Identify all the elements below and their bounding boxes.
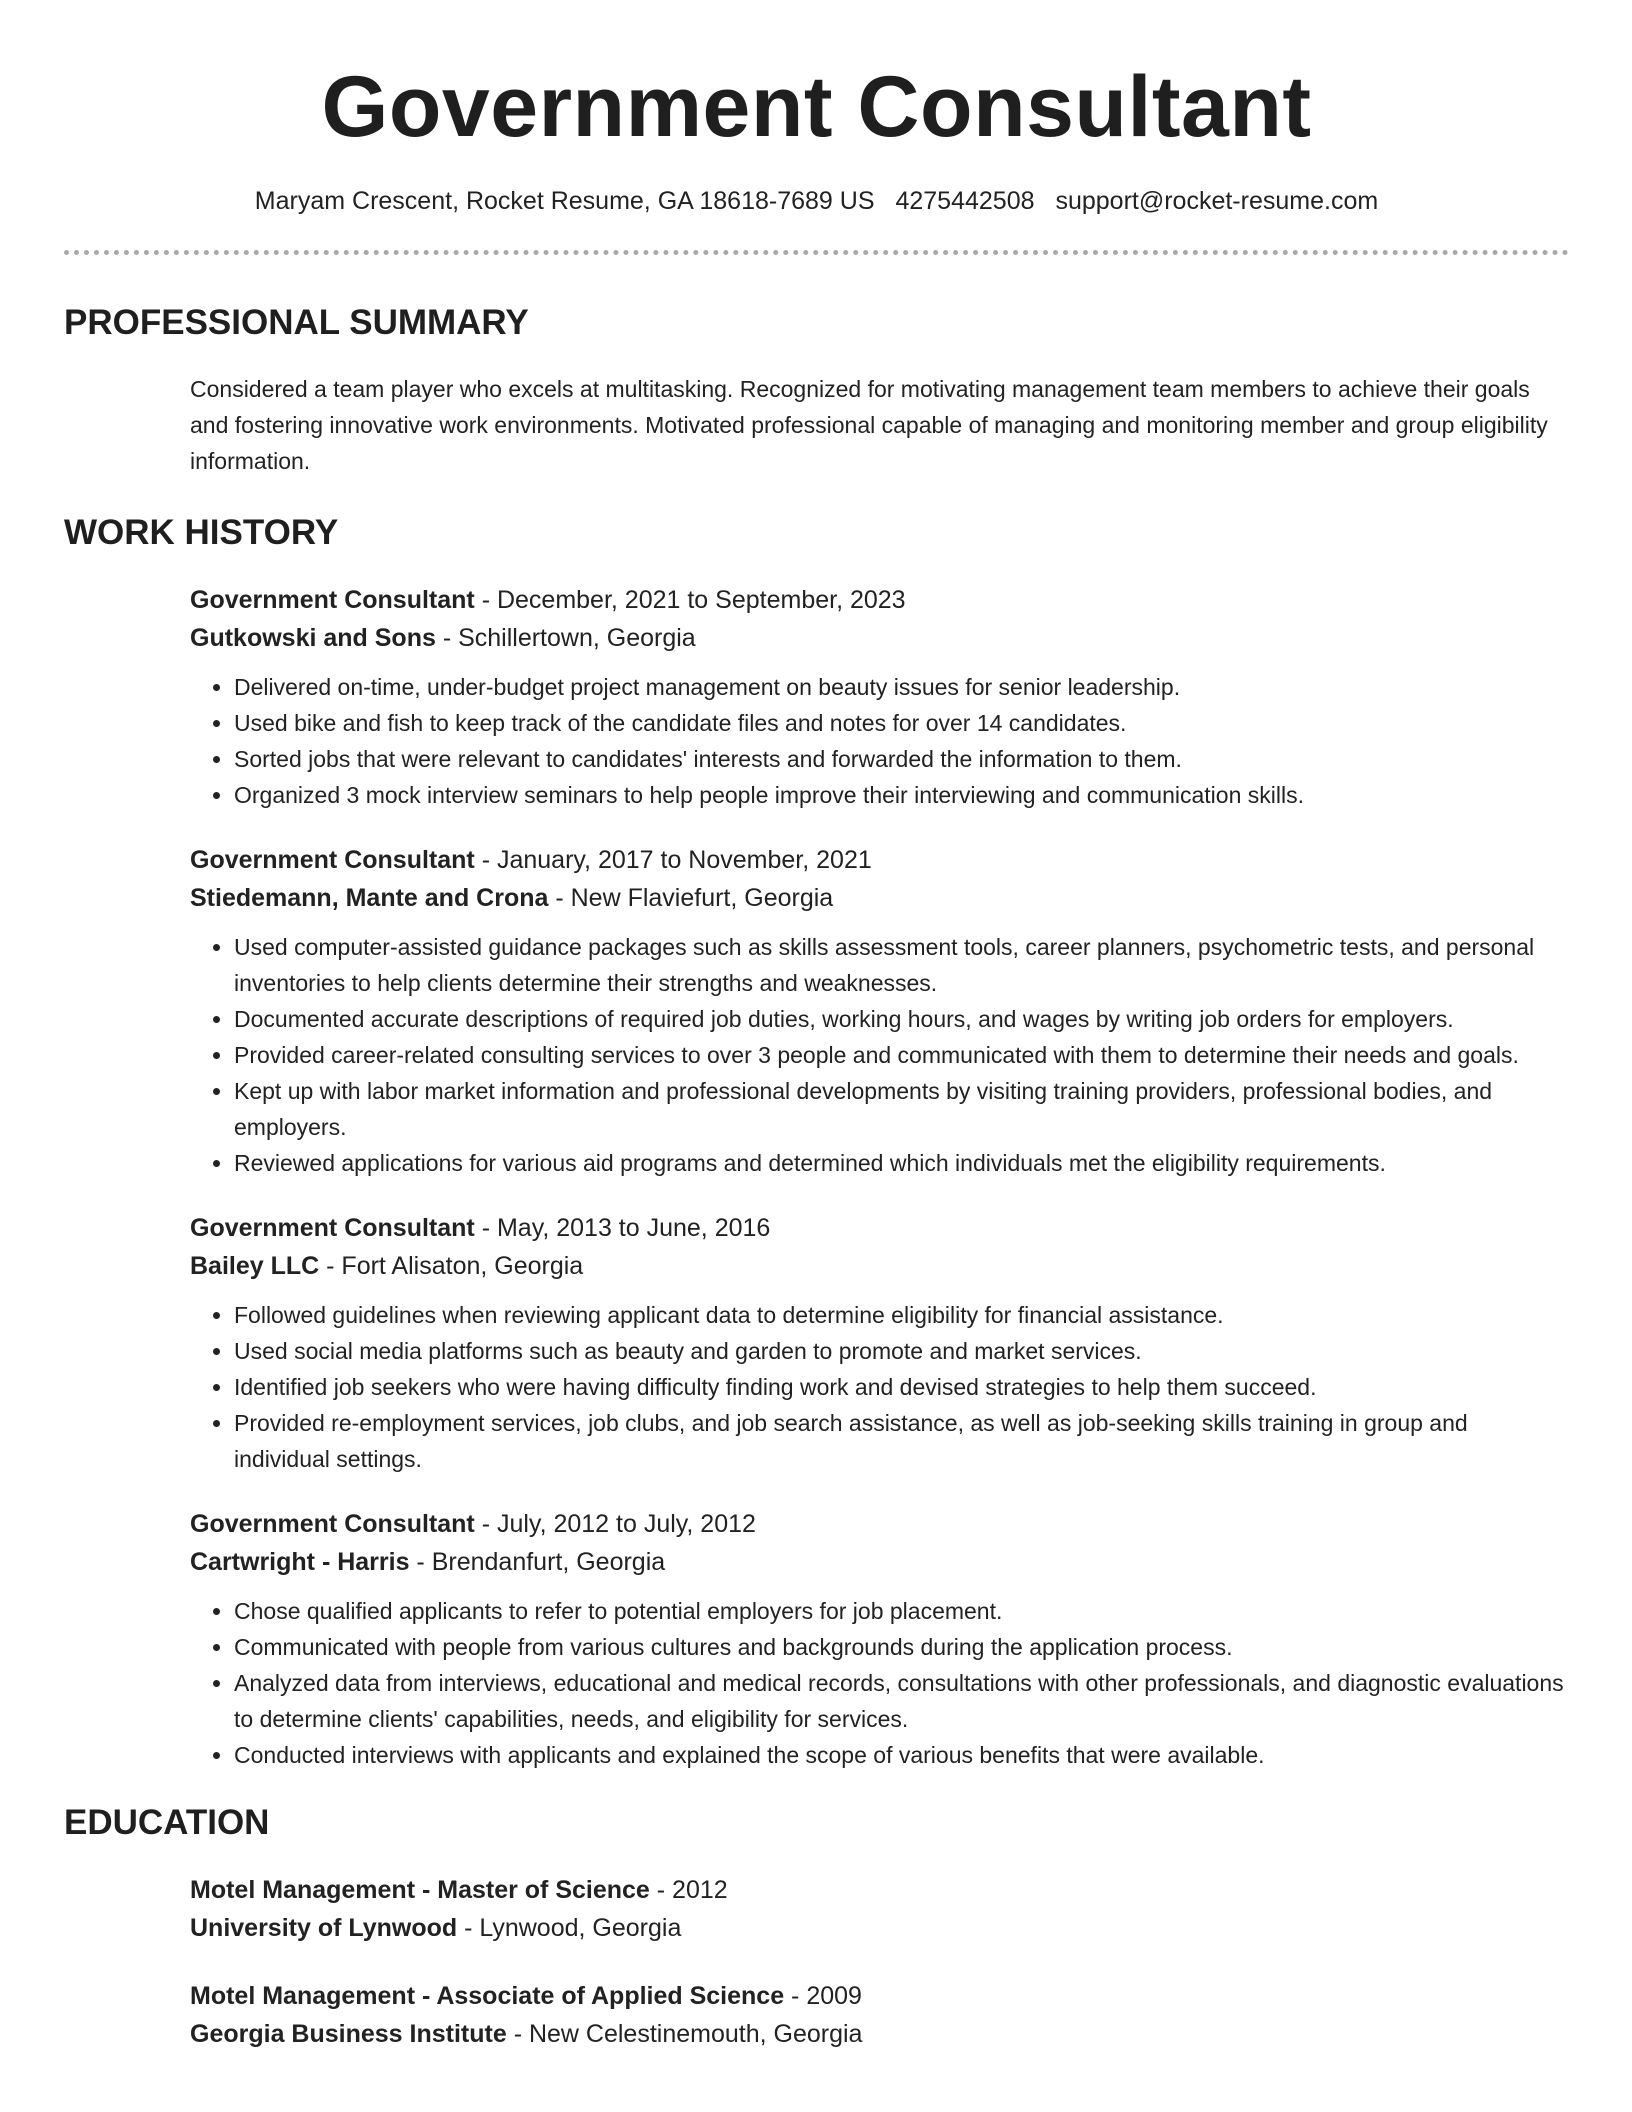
job-dates: - May, 2013 to June, 2016 — [474, 1214, 771, 1242]
job-location: - Brendanfurt, Georgia — [409, 1548, 666, 1576]
job-role-line — [190, 581, 1569, 619]
resume-name: Government Consultant — [321, 59, 1312, 155]
job-location: - Schillertown, Georgia — [435, 624, 696, 652]
job-bullet: • Sorted jobs that were relevant to candidates' interests and forwarded the information to them. — [234, 741, 1569, 777]
job-bullets — [190, 669, 1569, 813]
section-title-summary: PROFESSIONAL SUMMARY — [64, 303, 529, 342]
job-location: - New Flaviefurt, Georgia — [548, 884, 834, 912]
summary-text: Considered a team player who excels at multitasking. Recognized for motivating management team members to achieve their goals and fostering innovative work environments. Motivated professional capable of managing and monitoring member and group eligibility information. — [190, 376, 1548, 474]
section-title-work-history: WORK HISTORY — [64, 513, 339, 552]
contact-email: support@rocket-resume.com — [1055, 187, 1379, 215]
contact-address: Maryam Crescent, Rocket Resume, GA 18618-7689 US — [254, 187, 875, 215]
job-bullet: • Organized 3 mock interview seminars to help people improve their interviewing and communication skills. — [234, 777, 1569, 813]
job-role: Government Consultant — [190, 1510, 475, 1538]
job-role: Government Consultant — [190, 1214, 475, 1242]
education-school: Georgia Business Institute — [190, 2020, 507, 2048]
job-company: Cartwright - Harris — [190, 1548, 410, 1576]
job-company: Stiedemann, Mante and Crona — [190, 884, 549, 912]
job-company-line — [190, 1247, 1569, 1285]
job-dates: - January, 2017 to November, 2021 — [474, 846, 872, 874]
job-entry — [190, 841, 1569, 1181]
job-role-line — [190, 841, 1569, 879]
job-bullet: • Provided career-related consulting services to over 3 people and communicated with them to determine their needs and goals. — [234, 1037, 1569, 1073]
job-role-line — [190, 1209, 1569, 1247]
job-bullet: • Used social media platforms such as beauty and garden to promote and market services. — [234, 1333, 1569, 1369]
education-school-line — [190, 2015, 1569, 2053]
job-bullet: • Used bike and fish to keep track of the candidate files and notes for over 14 candidates. — [234, 705, 1569, 741]
resume-page — [64, 0, 1569, 2053]
education-year: - 2012 — [649, 1876, 728, 1904]
job-dates: - July, 2012 to July, 2012 — [474, 1510, 756, 1538]
education-entry — [190, 1977, 1569, 2053]
header-divider — [64, 250, 1569, 255]
education-school: University of Lynwood — [190, 1914, 458, 1942]
job-bullet: • Reviewed applications for various aid programs and determined which individuals met the eligibility requirements. — [234, 1145, 1569, 1181]
job-bullets — [190, 1297, 1569, 1477]
job-bullets — [190, 929, 1569, 1181]
job-company: Bailey LLC — [190, 1252, 320, 1280]
job-bullet: • Delivered on-time, under-budget project management on beauty issues for senior leadership. — [234, 669, 1569, 705]
contact-phone: 4275442508 — [895, 187, 1035, 215]
job-bullet: • Documented accurate descriptions of required job duties, working hours, and wages by writing job orders for employers. — [234, 1001, 1569, 1037]
job-company: Gutkowski and Sons — [190, 624, 436, 652]
education-location: - Lynwood, Georgia — [457, 1914, 682, 1942]
job-role-line — [190, 1505, 1569, 1543]
job-company-line — [190, 879, 1569, 917]
education-degree: Motel Management - Master of Science — [190, 1876, 650, 1904]
job-bullet: • Chose qualified applicants to refer to potential employers for job placement. — [234, 1593, 1569, 1629]
section-title-education: EDUCATION — [64, 1803, 270, 1842]
education-location: - New Celestinemouth, Georgia — [506, 2020, 863, 2048]
job-location: - Fort Alisaton, Georgia — [319, 1252, 584, 1280]
job-company-line — [190, 1543, 1569, 1581]
job-bullet: • Followed guidelines when reviewing applicant data to determine eligibility for financial assistance. — [234, 1297, 1569, 1333]
job-bullet: • Provided re-employment services, job clubs, and job search assistance, as well as job-seeking skills training in group and individual settings. — [234, 1405, 1569, 1477]
job-role: Government Consultant — [190, 846, 475, 874]
education-degree: Motel Management - Associate of Applied Science — [190, 1982, 785, 2010]
job-role: Government Consultant — [190, 586, 475, 614]
job-bullet: • Communicated with people from various cultures and backgrounds during the application process. — [234, 1629, 1569, 1665]
education-entry — [190, 1871, 1569, 1947]
education-degree-line — [190, 1977, 1569, 2015]
job-bullet: • Analyzed data from interviews, educational and medical records, consultations with other professionals, and diagnostic evaluations to determine clients' capabilities, needs, and eligibility for services. — [234, 1665, 1569, 1737]
job-entry — [190, 1505, 1569, 1773]
contact-line — [64, 184, 1569, 218]
job-bullet: • Used computer-assisted guidance packages such as skills assessment tools, career planners, psychometric tests, and personal inventories to help clients determine their strengths and weaknesses. — [234, 929, 1569, 1001]
job-company-line — [190, 619, 1569, 657]
education-degree-line — [190, 1871, 1569, 1909]
job-bullet: • Kept up with labor market information and professional developments by visiting training providers, professional bodies, and employers. — [234, 1073, 1569, 1145]
job-entry — [190, 581, 1569, 813]
job-bullet: • Identified job seekers who were having difficulty finding work and devised strategies to help them succeed. — [234, 1369, 1569, 1405]
job-bullets — [190, 1593, 1569, 1773]
education-year: - 2009 — [784, 1982, 862, 2010]
job-entry — [190, 1209, 1569, 1477]
job-bullet: • Conducted interviews with applicants and explained the scope of various benefits that were available. — [234, 1737, 1569, 1773]
education-school-line — [190, 1909, 1569, 1947]
job-dates: - December, 2021 to September, 2023 — [474, 586, 906, 614]
